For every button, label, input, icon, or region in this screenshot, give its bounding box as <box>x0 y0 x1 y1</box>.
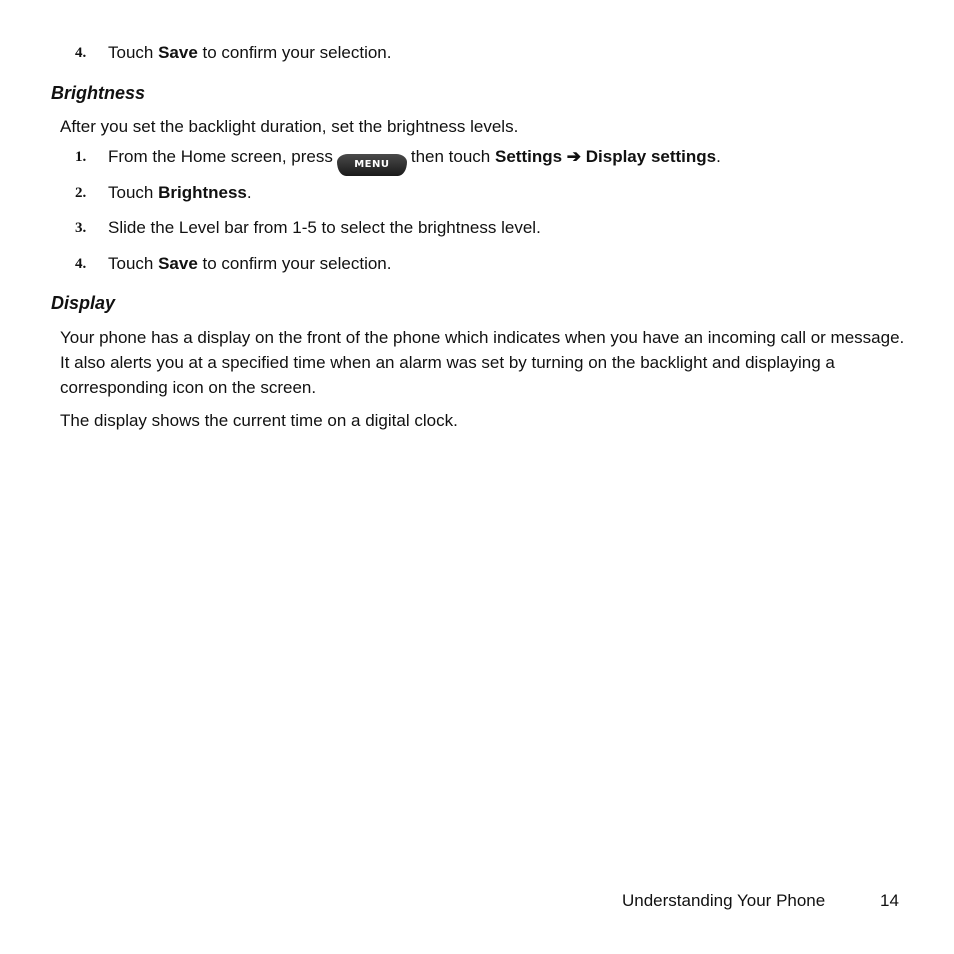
brightness-intro: After you set the backlight duration, set the brightness levels. <box>60 117 519 136</box>
step-number: 4. <box>75 45 87 61</box>
arrow-icon: ➔ <box>562 147 586 166</box>
step-number: 1. <box>75 149 87 165</box>
brightness-heading: Brightness <box>51 83 146 103</box>
step-text-post: . <box>246 183 252 202</box>
step-text <box>108 253 392 275</box>
display-settings-label: Display settings <box>585 147 717 166</box>
step-number: 3. <box>75 220 87 236</box>
brightness-label: Brightness <box>158 183 247 202</box>
step-text: Slide the Level bar from 1-5 to select the brightness level. <box>108 218 541 237</box>
step-text <box>108 182 252 204</box>
settings-label: Settings <box>494 147 563 166</box>
display-paragraph-1: Your phone has a display on the front of the phone which indicates when you have an incoming call or message. It also alerts you at a specified time when an alarm was set by turning on the backlight and displaying a corresponding icon on the screen. <box>60 328 905 397</box>
save-label: Save <box>158 254 198 273</box>
step-text-post: . <box>716 147 721 166</box>
menu-key-icon: MENU <box>337 154 407 176</box>
step-text-mid: then touch <box>410 147 495 166</box>
step-number: 4. <box>75 256 87 272</box>
step-text-post: to confirm your selection. <box>197 254 392 273</box>
footer-section-title: Understanding Your Phone <box>622 891 826 910</box>
step-text <box>108 146 721 175</box>
step-text-pre: Touch <box>108 43 159 62</box>
step-text <box>108 42 392 64</box>
display-heading: Display <box>51 293 116 313</box>
step-number: 2. <box>75 185 87 201</box>
step-text-post: to confirm your selection. <box>197 43 392 62</box>
save-label: Save <box>158 43 198 62</box>
step-text-pre: From the Home screen, press <box>108 147 333 166</box>
display-paragraph-2: The display shows the current time on a digital clock. <box>60 411 458 430</box>
step-text-pre: Touch <box>108 254 159 273</box>
page-number: 14 <box>880 891 899 910</box>
step-text-pre: Touch <box>108 183 159 202</box>
